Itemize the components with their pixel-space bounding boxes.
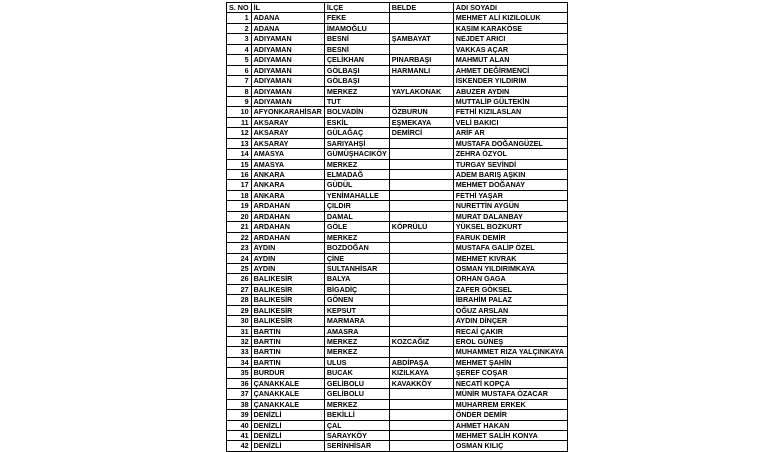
- cell-belde: KIZILKAYA: [389, 368, 453, 378]
- cell-ilce: GÖLE: [324, 222, 389, 232]
- table-row: [227, 180, 568, 190]
- cell-ilce: SERİNHİSAR: [324, 441, 389, 451]
- cell-belde: [389, 159, 453, 169]
- cell-adi-soyadi: OSMAN KILIÇ: [453, 441, 567, 451]
- cell-il: AFYONKARAHİSAR: [251, 107, 324, 117]
- cell-adi-soyadi: MUSTAFA GALİP ÖZEL: [453, 243, 567, 253]
- cell-sno: 37: [227, 389, 252, 399]
- cell-il: BARTIN: [251, 357, 324, 367]
- header-belde: BELDE: [389, 3, 453, 13]
- cell-adi-soyadi: MURAT DALANBAY: [453, 211, 567, 221]
- table-row: [227, 13, 568, 23]
- cell-sno: 39: [227, 410, 252, 420]
- cell-ilce: ÇAL: [324, 420, 389, 430]
- cell-belde: [389, 243, 453, 253]
- cell-il: BURDUR: [251, 368, 324, 378]
- cell-adi-soyadi: MUSTAFA DOĞANGÜZEL: [453, 138, 567, 148]
- cell-ilce: BİGADİÇ: [324, 284, 389, 294]
- header-adi-soyadi: ADI SOYADI: [453, 3, 567, 13]
- table-row: [227, 263, 568, 273]
- cell-ilce: MERKEZ: [324, 159, 389, 169]
- cell-belde: [389, 201, 453, 211]
- cell-belde: EŞMEKAYA: [389, 117, 453, 127]
- cell-sno: 41: [227, 430, 252, 440]
- cell-adi-soyadi: AYDIN DİNÇER: [453, 316, 567, 326]
- cell-adi-soyadi: OĞUZ ARSLAN: [453, 305, 567, 315]
- cell-belde: KÖPRÜLÜ: [389, 222, 453, 232]
- table-row: [227, 107, 568, 117]
- cell-adi-soyadi: NURETTİN AYGÜN: [453, 201, 567, 211]
- cell-il: AKSARAY: [251, 117, 324, 127]
- table-row: [227, 23, 568, 33]
- cell-sno: 10: [227, 107, 252, 117]
- cell-sno: 26: [227, 274, 252, 284]
- cell-ilce: ÇELİKHAN: [324, 55, 389, 65]
- header-ilce: İLÇE: [324, 3, 389, 13]
- table-row: [227, 149, 568, 159]
- cell-sno: 20: [227, 211, 252, 221]
- table-row: [227, 378, 568, 388]
- cell-ilce: FEKE: [324, 13, 389, 23]
- cell-belde: ÖZBURUN: [389, 107, 453, 117]
- table-row: [227, 55, 568, 65]
- cell-belde: [389, 274, 453, 284]
- cell-belde: [389, 149, 453, 159]
- cell-il: ANKARA: [251, 170, 324, 180]
- table-row: [227, 211, 568, 221]
- cell-adi-soyadi: MUHARREM ERKEK: [453, 399, 567, 409]
- cell-adi-soyadi: FETHİ YAŞAR: [453, 190, 567, 200]
- cell-ilce: GÖLBAŞI: [324, 65, 389, 75]
- cell-belde: [389, 44, 453, 54]
- cell-adi-soyadi: TURGAY SEVİNDİ: [453, 159, 567, 169]
- cell-belde: [389, 295, 453, 305]
- cell-adi-soyadi: KASIM KARAKÖSE: [453, 23, 567, 33]
- cell-belde: [389, 253, 453, 263]
- cell-ilce: MARMARA: [324, 316, 389, 326]
- cell-ilce: ESKİL: [324, 117, 389, 127]
- cell-il: AKSARAY: [251, 138, 324, 148]
- table-row: [227, 34, 568, 44]
- cell-ilce: DAMAL: [324, 211, 389, 221]
- cell-sno: 3: [227, 34, 252, 44]
- cell-ilce: MERKEZ: [324, 337, 389, 347]
- cell-sno: 22: [227, 232, 252, 242]
- cell-il: ADIYAMAN: [251, 76, 324, 86]
- table-row: [227, 170, 568, 180]
- cell-sno: 32: [227, 337, 252, 347]
- cell-adi-soyadi: YÜKSEL BOZKURT: [453, 222, 567, 232]
- cell-il: BARTIN: [251, 326, 324, 336]
- cell-il: ADIYAMAN: [251, 86, 324, 96]
- cell-adi-soyadi: NEJDET ARICI: [453, 34, 567, 44]
- cell-il: DENİZLİ: [251, 430, 324, 440]
- cell-sno: 35: [227, 368, 252, 378]
- header-row: [227, 3, 568, 13]
- cell-il: BALIKESİR: [251, 305, 324, 315]
- cell-belde: [389, 399, 453, 409]
- cell-adi-soyadi: NECATİ KOPÇA: [453, 378, 567, 388]
- cell-belde: [389, 389, 453, 399]
- cell-adi-soyadi: ŞEREF COŞAR: [453, 368, 567, 378]
- cell-ilce: GELİBOLU: [324, 389, 389, 399]
- table-row: [227, 441, 568, 451]
- cell-adi-soyadi: MÜNİR MUSTAFA ÖZACAR: [453, 389, 567, 399]
- cell-il: ADIYAMAN: [251, 55, 324, 65]
- cell-adi-soyadi: FETHİ KIZILASLAN: [453, 107, 567, 117]
- cell-adi-soyadi: MAHMUT ALAN: [453, 55, 567, 65]
- cell-adi-soyadi: MEHMET ŞAHİN: [453, 357, 567, 367]
- cell-il: BARTIN: [251, 337, 324, 347]
- table-row: [227, 159, 568, 169]
- cell-ilce: SARIYAHŞİ: [324, 138, 389, 148]
- header-il: İL: [251, 3, 324, 13]
- cell-belde: YAYLAKONAK: [389, 86, 453, 96]
- table-row: [227, 326, 568, 336]
- table-row: [227, 357, 568, 367]
- cell-il: BALIKESİR: [251, 284, 324, 294]
- cell-adi-soyadi: AHMET DEĞİRMENCİ: [453, 65, 567, 75]
- cell-belde: [389, 420, 453, 430]
- cell-adi-soyadi: ADEM BARIŞ AŞKIN: [453, 170, 567, 180]
- cell-adi-soyadi: EROL GÜNEŞ: [453, 337, 567, 347]
- cell-sno: 40: [227, 420, 252, 430]
- cell-ilce: BALYA: [324, 274, 389, 284]
- cell-sno: 38: [227, 399, 252, 409]
- cell-sno: 14: [227, 149, 252, 159]
- table-row: [227, 347, 568, 357]
- cell-sno: 36: [227, 378, 252, 388]
- cell-sno: 8: [227, 86, 252, 96]
- cell-ilce: KEPSUT: [324, 305, 389, 315]
- cell-sno: 1: [227, 13, 252, 23]
- table-row: [227, 368, 568, 378]
- cell-sno: 31: [227, 326, 252, 336]
- cell-sno: 5: [227, 55, 252, 65]
- cell-belde: [389, 190, 453, 200]
- table-row: [227, 274, 568, 284]
- cell-ilce: ÇILDIR: [324, 201, 389, 211]
- cell-ilce: GÜMÜŞHACIKÖY: [324, 149, 389, 159]
- cell-belde: ŞAMBAYAT: [389, 34, 453, 44]
- cell-adi-soyadi: RECAİ ÇAKIR: [453, 326, 567, 336]
- cell-il: AMASYA: [251, 149, 324, 159]
- cell-adi-soyadi: İBRAHİM PALAZ: [453, 295, 567, 305]
- cell-adi-soyadi: MEHMET ALİ KIZILOLUK: [453, 13, 567, 23]
- table-row: [227, 190, 568, 200]
- table-row: [227, 430, 568, 440]
- cell-adi-soyadi: MEHMET KIVRAK: [453, 253, 567, 263]
- cell-il: ARDAHAN: [251, 232, 324, 242]
- cell-belde: [389, 316, 453, 326]
- spreadsheet: [226, 2, 568, 452]
- table-row: [227, 201, 568, 211]
- cell-belde: [389, 170, 453, 180]
- cell-ilce: YENİMAHALLE: [324, 190, 389, 200]
- cell-ilce: GÜLAĞAÇ: [324, 128, 389, 138]
- cell-adi-soyadi: ÖNDER DEMİR: [453, 410, 567, 420]
- cell-ilce: İMAMOĞLU: [324, 23, 389, 33]
- cell-ilce: GÜDÜL: [324, 180, 389, 190]
- cell-ilce: GÖNEN: [324, 295, 389, 305]
- cell-sno: 4: [227, 44, 252, 54]
- cell-il: ARDAHAN: [251, 211, 324, 221]
- cell-ilce: MERKEZ: [324, 232, 389, 242]
- cell-belde: [389, 232, 453, 242]
- cell-belde: [389, 347, 453, 357]
- cell-ilce: MERKEZ: [324, 399, 389, 409]
- cell-il: ARDAHAN: [251, 201, 324, 211]
- cell-sno: 33: [227, 347, 252, 357]
- cell-adi-soyadi: MEHMET SALİH KONYA: [453, 430, 567, 440]
- cell-il: AKSARAY: [251, 128, 324, 138]
- cell-belde: [389, 23, 453, 33]
- cell-belde: [389, 410, 453, 420]
- cell-belde: [389, 211, 453, 221]
- cell-belde: KAVAKKÖY: [389, 378, 453, 388]
- cell-adi-soyadi: ARİF AR: [453, 128, 567, 138]
- cell-belde: ABDİPAŞA: [389, 357, 453, 367]
- cell-ilce: ULUS: [324, 357, 389, 367]
- cell-belde: [389, 430, 453, 440]
- officials-table: [226, 2, 568, 452]
- cell-il: ÇANAKKALE: [251, 399, 324, 409]
- cell-belde: PINARBAŞI: [389, 55, 453, 65]
- cell-ilce: ELMADAĞ: [324, 170, 389, 180]
- cell-ilce: AMASRA: [324, 326, 389, 336]
- cell-belde: [389, 13, 453, 23]
- cell-ilce: TUT: [324, 96, 389, 106]
- table-row: [227, 76, 568, 86]
- table-row: [227, 284, 568, 294]
- cell-sno: 23: [227, 243, 252, 253]
- cell-il: AYDIN: [251, 263, 324, 273]
- cell-belde: [389, 96, 453, 106]
- cell-sno: 6: [227, 65, 252, 75]
- cell-il: AYDIN: [251, 243, 324, 253]
- table-row: [227, 316, 568, 326]
- cell-belde: [389, 263, 453, 273]
- cell-ilce: BOLVADİN: [324, 107, 389, 117]
- table-row: [227, 243, 568, 253]
- cell-sno: 12: [227, 128, 252, 138]
- cell-sno: 9: [227, 96, 252, 106]
- table-row: [227, 138, 568, 148]
- cell-ilce: ÇİNE: [324, 253, 389, 263]
- cell-ilce: BEKİLLİ: [324, 410, 389, 420]
- cell-ilce: BUCAK: [324, 368, 389, 378]
- cell-il: AYDIN: [251, 253, 324, 263]
- cell-il: ADIYAMAN: [251, 96, 324, 106]
- cell-adi-soyadi: MUTTALİP GÜLTEKİN: [453, 96, 567, 106]
- cell-il: ADIYAMAN: [251, 44, 324, 54]
- cell-belde: [389, 326, 453, 336]
- cell-adi-soyadi: VELİ BAKICI: [453, 117, 567, 127]
- cell-belde: [389, 284, 453, 294]
- table-row: [227, 295, 568, 305]
- cell-ilce: MERKEZ: [324, 86, 389, 96]
- cell-adi-soyadi: İSKENDER YILDIRIM: [453, 76, 567, 86]
- table-row: [227, 117, 568, 127]
- cell-sno: 24: [227, 253, 252, 263]
- cell-adi-soyadi: OSMAN YILDIRIMKAYA: [453, 263, 567, 273]
- cell-il: ARDAHAN: [251, 222, 324, 232]
- table-row: [227, 305, 568, 315]
- cell-ilce: BESNİ: [324, 44, 389, 54]
- cell-adi-soyadi: ZAFER GÖKSEL: [453, 284, 567, 294]
- cell-belde: [389, 138, 453, 148]
- cell-belde: KOZCAĞIZ: [389, 337, 453, 347]
- cell-sno: 28: [227, 295, 252, 305]
- cell-belde: [389, 76, 453, 86]
- cell-ilce: BESNİ: [324, 34, 389, 44]
- cell-belde: [389, 180, 453, 190]
- cell-il: ÇANAKKALE: [251, 389, 324, 399]
- table-row: [227, 410, 568, 420]
- cell-sno: 18: [227, 190, 252, 200]
- cell-sno: 25: [227, 263, 252, 273]
- cell-belde: [389, 305, 453, 315]
- cell-ilce: SULTANHİSAR: [324, 263, 389, 273]
- cell-il: DENİZLİ: [251, 441, 324, 451]
- cell-belde: DEMİRCİ: [389, 128, 453, 138]
- cell-adi-soyadi: MUHAMMET RIZA YALÇINKAYA: [453, 347, 567, 357]
- cell-sno: 19: [227, 201, 252, 211]
- table-row: [227, 337, 568, 347]
- cell-il: ADANA: [251, 23, 324, 33]
- cell-il: BALIKESİR: [251, 316, 324, 326]
- table-row: [227, 222, 568, 232]
- cell-il: ADANA: [251, 13, 324, 23]
- cell-adi-soyadi: ABUZER AYDIN: [453, 86, 567, 96]
- cell-il: BALIKESİR: [251, 274, 324, 284]
- cell-sno: 13: [227, 138, 252, 148]
- cell-sno: 42: [227, 441, 252, 451]
- cell-sno: 27: [227, 284, 252, 294]
- cell-sno: 2: [227, 23, 252, 33]
- table-row: [227, 128, 568, 138]
- cell-belde: [389, 441, 453, 451]
- cell-ilce: MERKEZ: [324, 347, 389, 357]
- cell-ilce: GÖLBAŞI: [324, 76, 389, 86]
- cell-adi-soyadi: FARUK DEMİR: [453, 232, 567, 242]
- table-row: [227, 96, 568, 106]
- cell-il: ANKARA: [251, 180, 324, 190]
- cell-il: DENİZLİ: [251, 410, 324, 420]
- cell-adi-soyadi: MEHMET DOĞANAY: [453, 180, 567, 190]
- cell-sno: 21: [227, 222, 252, 232]
- table-row: [227, 232, 568, 242]
- cell-sno: 29: [227, 305, 252, 315]
- cell-adi-soyadi: ORHAN GAGA: [453, 274, 567, 284]
- cell-ilce: BOZDOĞAN: [324, 243, 389, 253]
- cell-adi-soyadi: ZEHRA ÖZYOL: [453, 149, 567, 159]
- cell-sno: 16: [227, 170, 252, 180]
- cell-ilce: SARAYKÖY: [324, 430, 389, 440]
- cell-belde: HARMANLI: [389, 65, 453, 75]
- header-sno: S. NO: [227, 3, 252, 13]
- cell-il: BALIKESİR: [251, 295, 324, 305]
- table-row: [227, 399, 568, 409]
- cell-adi-soyadi: AHMET HAKAN: [453, 420, 567, 430]
- cell-sno: 30: [227, 316, 252, 326]
- cell-il: AMASYA: [251, 159, 324, 169]
- cell-sno: 11: [227, 117, 252, 127]
- cell-ilce: GELİBOLU: [324, 378, 389, 388]
- table-row: [227, 253, 568, 263]
- cell-il: ÇANAKKALE: [251, 378, 324, 388]
- cell-sno: 34: [227, 357, 252, 367]
- table-body: [227, 13, 568, 451]
- cell-il: BARTIN: [251, 347, 324, 357]
- cell-il: ADIYAMAN: [251, 34, 324, 44]
- cell-il: ANKARA: [251, 190, 324, 200]
- cell-il: ADIYAMAN: [251, 65, 324, 75]
- table-row: [227, 44, 568, 54]
- cell-sno: 15: [227, 159, 252, 169]
- cell-il: DENİZLİ: [251, 420, 324, 430]
- cell-adi-soyadi: VAKKAS AÇAR: [453, 44, 567, 54]
- table-row: [227, 389, 568, 399]
- table-row: [227, 86, 568, 96]
- cell-sno: 17: [227, 180, 252, 190]
- cell-sno: 7: [227, 76, 252, 86]
- table-row: [227, 420, 568, 430]
- table-row: [227, 65, 568, 75]
